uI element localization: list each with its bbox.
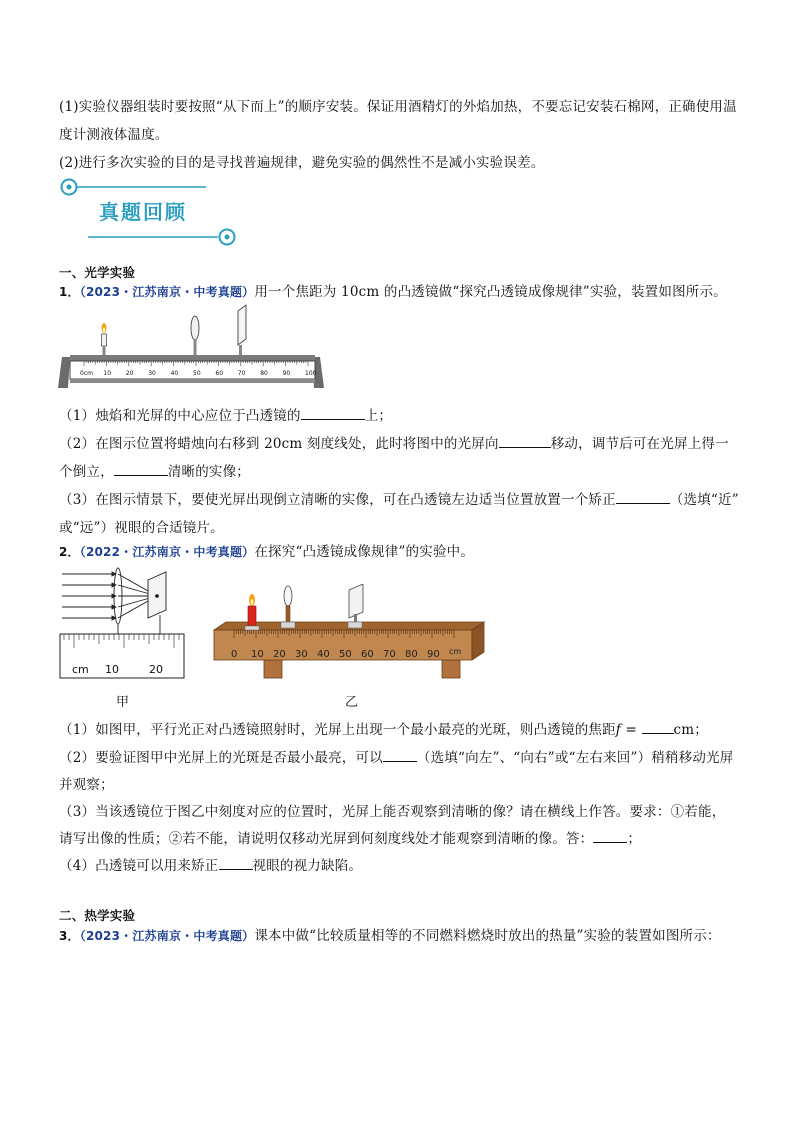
ruler-tick-label: 70: [237, 370, 246, 377]
q2-equals: =: [621, 722, 642, 738]
ruler-tick-label: 90: [282, 370, 291, 377]
q2-part-4-blank[interactable]: [219, 857, 253, 870]
screen: [348, 584, 363, 628]
q2-part-3-text-c: ；: [627, 831, 642, 847]
question-text: 课本中做“比较质量相等的不同燃料燃烧时放出的热量”实验的装置如图所示：: [254, 928, 721, 944]
bench-tick-label: 70: [383, 649, 396, 660]
ruler-tick-label: 20: [125, 370, 134, 377]
intro-line-3: (2)进行多次实验的目的是寻找普遍规律，避免实验的偶然性不是减小实验误差。: [59, 155, 545, 171]
svg-text:cm: cm: [72, 663, 89, 676]
figure-a-parallel-light: [58, 566, 188, 681]
question-number: 2．: [59, 545, 80, 559]
bench-tick-label: 90: [427, 649, 440, 660]
q2-part-3-blank[interactable]: [593, 830, 627, 843]
q1-part-3-text-a: （3）在图示情景下，要使光屏出现倒立清晰的实像，可在凸透镜左边适当位置放置一个矫正: [59, 492, 616, 508]
screen-on-bench: [238, 305, 246, 355]
bench-tick-label: 80: [405, 649, 418, 660]
question-2-stem: [59, 540, 474, 560]
q2-part-3: （3）当该透镜位于图乙中刻度对应的位置时，光屏上能否观察到清晰的像？请在横线上作答。要求：①若能，: [59, 804, 726, 820]
q1-part-1-text-b: 上；: [364, 408, 393, 424]
svg-text:20: 20: [149, 663, 163, 676]
question-text: 在探究“凸透镜成像规律”的实验中。: [254, 544, 475, 560]
figure-b-optical-bench: [212, 584, 490, 680]
ruler-tick-label: 10: [103, 370, 112, 377]
ruler-tick-label: 30: [148, 370, 156, 377]
ruler-tick-label: 100: [305, 370, 317, 377]
q1-part-2-blank-2[interactable]: [114, 463, 168, 476]
bench-tick-label: 60: [361, 649, 374, 660]
question-number: 3．: [59, 929, 80, 943]
q2-focal-symbol: f: [615, 722, 621, 738]
q2-part-1-text-a: （1）如图甲，平行光正对凸透镜照射时，光屏上出现一个最小最亮的光斑，则凸透镜的焦距: [59, 722, 616, 738]
q1-part-2: [59, 432, 729, 452]
bench-left-stand: [58, 357, 70, 388]
q2-part-2-cont: 并观察；: [59, 777, 114, 793]
light-spot: [155, 594, 159, 598]
optical-bench-figure: [58, 303, 328, 393]
intro-line-1: (1)实验仪器组装时要按照“从下而上”的顺序安装。保证用酒精灯的外焰加热，不要忘记安装石棉网，正确使用温: [59, 99, 737, 115]
q2-part-4-text-b: 视眼的视力缺陷。: [252, 858, 363, 874]
question-source: （2023・江苏南京・中考真题）: [79, 285, 255, 299]
bench-rail-top: [70, 355, 315, 361]
q1-part-1-blank[interactable]: [301, 407, 365, 420]
bench-tick-label: 0: [231, 649, 238, 660]
candle-on-bench: [102, 323, 107, 355]
q2-part-2-text-a: （2）要验证图甲中光屏上的光斑是否最小最亮，可以: [59, 750, 383, 766]
q1-part-2-blank-1[interactable]: [499, 435, 551, 448]
question-source: （2022・江苏南京・中考真题）: [79, 545, 255, 559]
question-3-stem: [59, 924, 721, 944]
figure-b-caption: 乙: [345, 695, 359, 710]
q1-part-2-text-c: 个倒立，: [59, 464, 114, 480]
q2-part-1-blank[interactable]: [642, 721, 674, 734]
section-title-optics: 一、光学实验: [59, 265, 136, 280]
lens: [281, 586, 295, 628]
question-1-stem: [59, 280, 727, 300]
question-source: （2023・江苏南京・中考真题）: [79, 929, 255, 943]
q1-part-3-cont: 或“远”）视眼的合适镜片。: [59, 520, 224, 536]
bench-tick-label: 10: [251, 649, 264, 660]
bench-tick-label: 20: [273, 649, 286, 660]
q1-part-2-text-d: 清晰的实像；: [167, 464, 251, 480]
section-title-thermal: 二、热学实验: [59, 908, 136, 923]
q2-part-4-text-a: （4）凸透镜可以用来矫正: [59, 858, 219, 874]
q1-part-2-cont: [59, 460, 250, 480]
q2-part-3-cont: [59, 827, 641, 847]
q1-part-3-text-b: （选填“近”: [669, 492, 739, 508]
q1-part-2-text-a: （2）在图示位置将蜡烛向右移到 20cm 刻度线处，此时将图中的光屏向: [59, 436, 499, 452]
ruler-tick-label: 50: [193, 370, 201, 377]
q2-part-1: [59, 718, 708, 738]
figure-a-caption: 甲: [116, 695, 130, 710]
bench-tick-label: 50: [339, 649, 352, 660]
q2-part-4: [59, 854, 362, 874]
ruler-unit-label: 0cm: [80, 370, 93, 377]
bench-tick-label: cm: [449, 647, 462, 656]
q1-part-1-text-a: （1）烛焰和光屏的中心应位于凸透镜的: [59, 408, 301, 424]
intro-line-2: 度计测液体温度。: [59, 127, 169, 143]
q1-part-3: [59, 488, 739, 508]
question-number: 1．: [59, 285, 80, 299]
q2-part-1-text-b: cm；: [673, 722, 708, 738]
q2-part-3-text-b: 请写出像的性质；②若不能，请说明仅移动光屏到何刻度线处才能观察到清晰的像。答：: [59, 831, 594, 847]
bench-tick-label: 30: [295, 649, 308, 660]
ruler-tick-label: 40: [170, 370, 179, 377]
q2-part-2: [59, 746, 734, 766]
bench-rail-bottom: [70, 379, 315, 383]
ruler-tick-label: 80: [260, 370, 268, 377]
q1-part-2-text-b: 移动，调节后可在光屏上得一: [550, 436, 729, 452]
section-banner-title: 真题回顾: [99, 200, 187, 224]
svg-text:10: 10: [105, 663, 119, 676]
lens-on-bench: [191, 316, 199, 355]
bench-tick-label: 40: [317, 649, 330, 660]
q1-part-1: [59, 404, 392, 424]
question-text: 用一个焦距为 10cm 的凸透镜做“探究凸透镜成像规律”实验，装置如图所示。: [254, 284, 727, 300]
ruler-tick-label: 60: [215, 370, 224, 377]
q1-part-3-blank[interactable]: [616, 491, 670, 504]
q2-part-2-text-b: （选填“向左”、“向右”或“左右来回”）稍稍移动光屏: [416, 750, 734, 766]
q2-part-2-blank[interactable]: [383, 749, 417, 762]
